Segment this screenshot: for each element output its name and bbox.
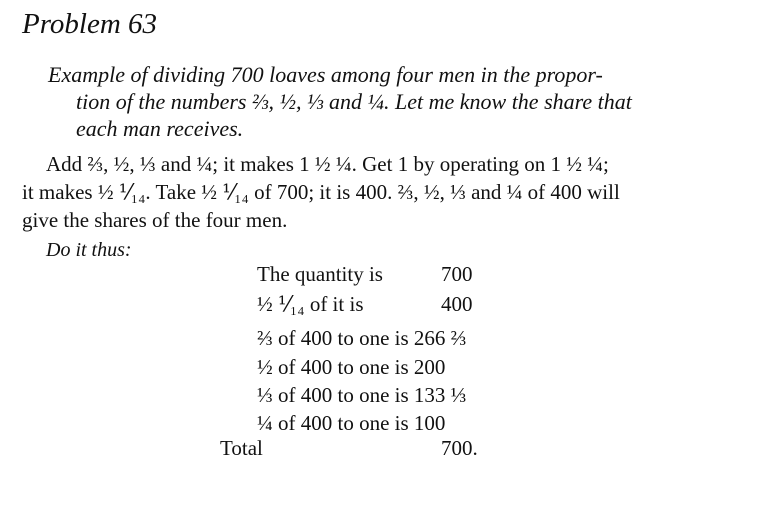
intro-line-3: each man receives.: [76, 116, 244, 141]
intro-line-2: tion of the numbers ⅔, ½, ⅓ and ¼. Let me know the share that: [76, 89, 632, 114]
calc-part-label: ½ ⅟₁₄ of it is: [257, 292, 364, 316]
total-label: Total: [220, 436, 263, 460]
calc-quantity-value: 700: [441, 262, 473, 286]
do-it-thus-label: Do it thus:: [46, 239, 132, 261]
total-value: 700.: [441, 436, 478, 460]
share-row-4: ¼ of 400 to one is 100: [257, 411, 446, 435]
share-row-2: ½ of 400 to one is 200: [257, 355, 446, 379]
body-line-1: Add ⅔, ½, ⅓ and ¼; it makes 1 ½ ¼. Get 1 by operating on 1 ½ ¼;: [46, 152, 609, 176]
intro-line-1: Example of dividing 700 loaves among four men in the propor-: [48, 62, 603, 87]
body-line-3: give the shares of the four men.: [22, 208, 288, 232]
share-row-3: ⅓ of 400 to one is 133 ⅓: [257, 383, 467, 407]
calc-quantity-label: The quantity is: [257, 262, 383, 286]
body-line-2: it makes ½ ⅟₁₄. Take ½ ⅟₁₄ of 700; it is 400. ⅔, ½, ⅓ and ¼ of 400 will: [22, 180, 620, 204]
problem-title: Problem 63: [22, 8, 158, 40]
share-row-1: ⅔ of 400 to one is 266 ⅔: [257, 326, 467, 350]
calc-part-value: 400: [441, 292, 473, 316]
